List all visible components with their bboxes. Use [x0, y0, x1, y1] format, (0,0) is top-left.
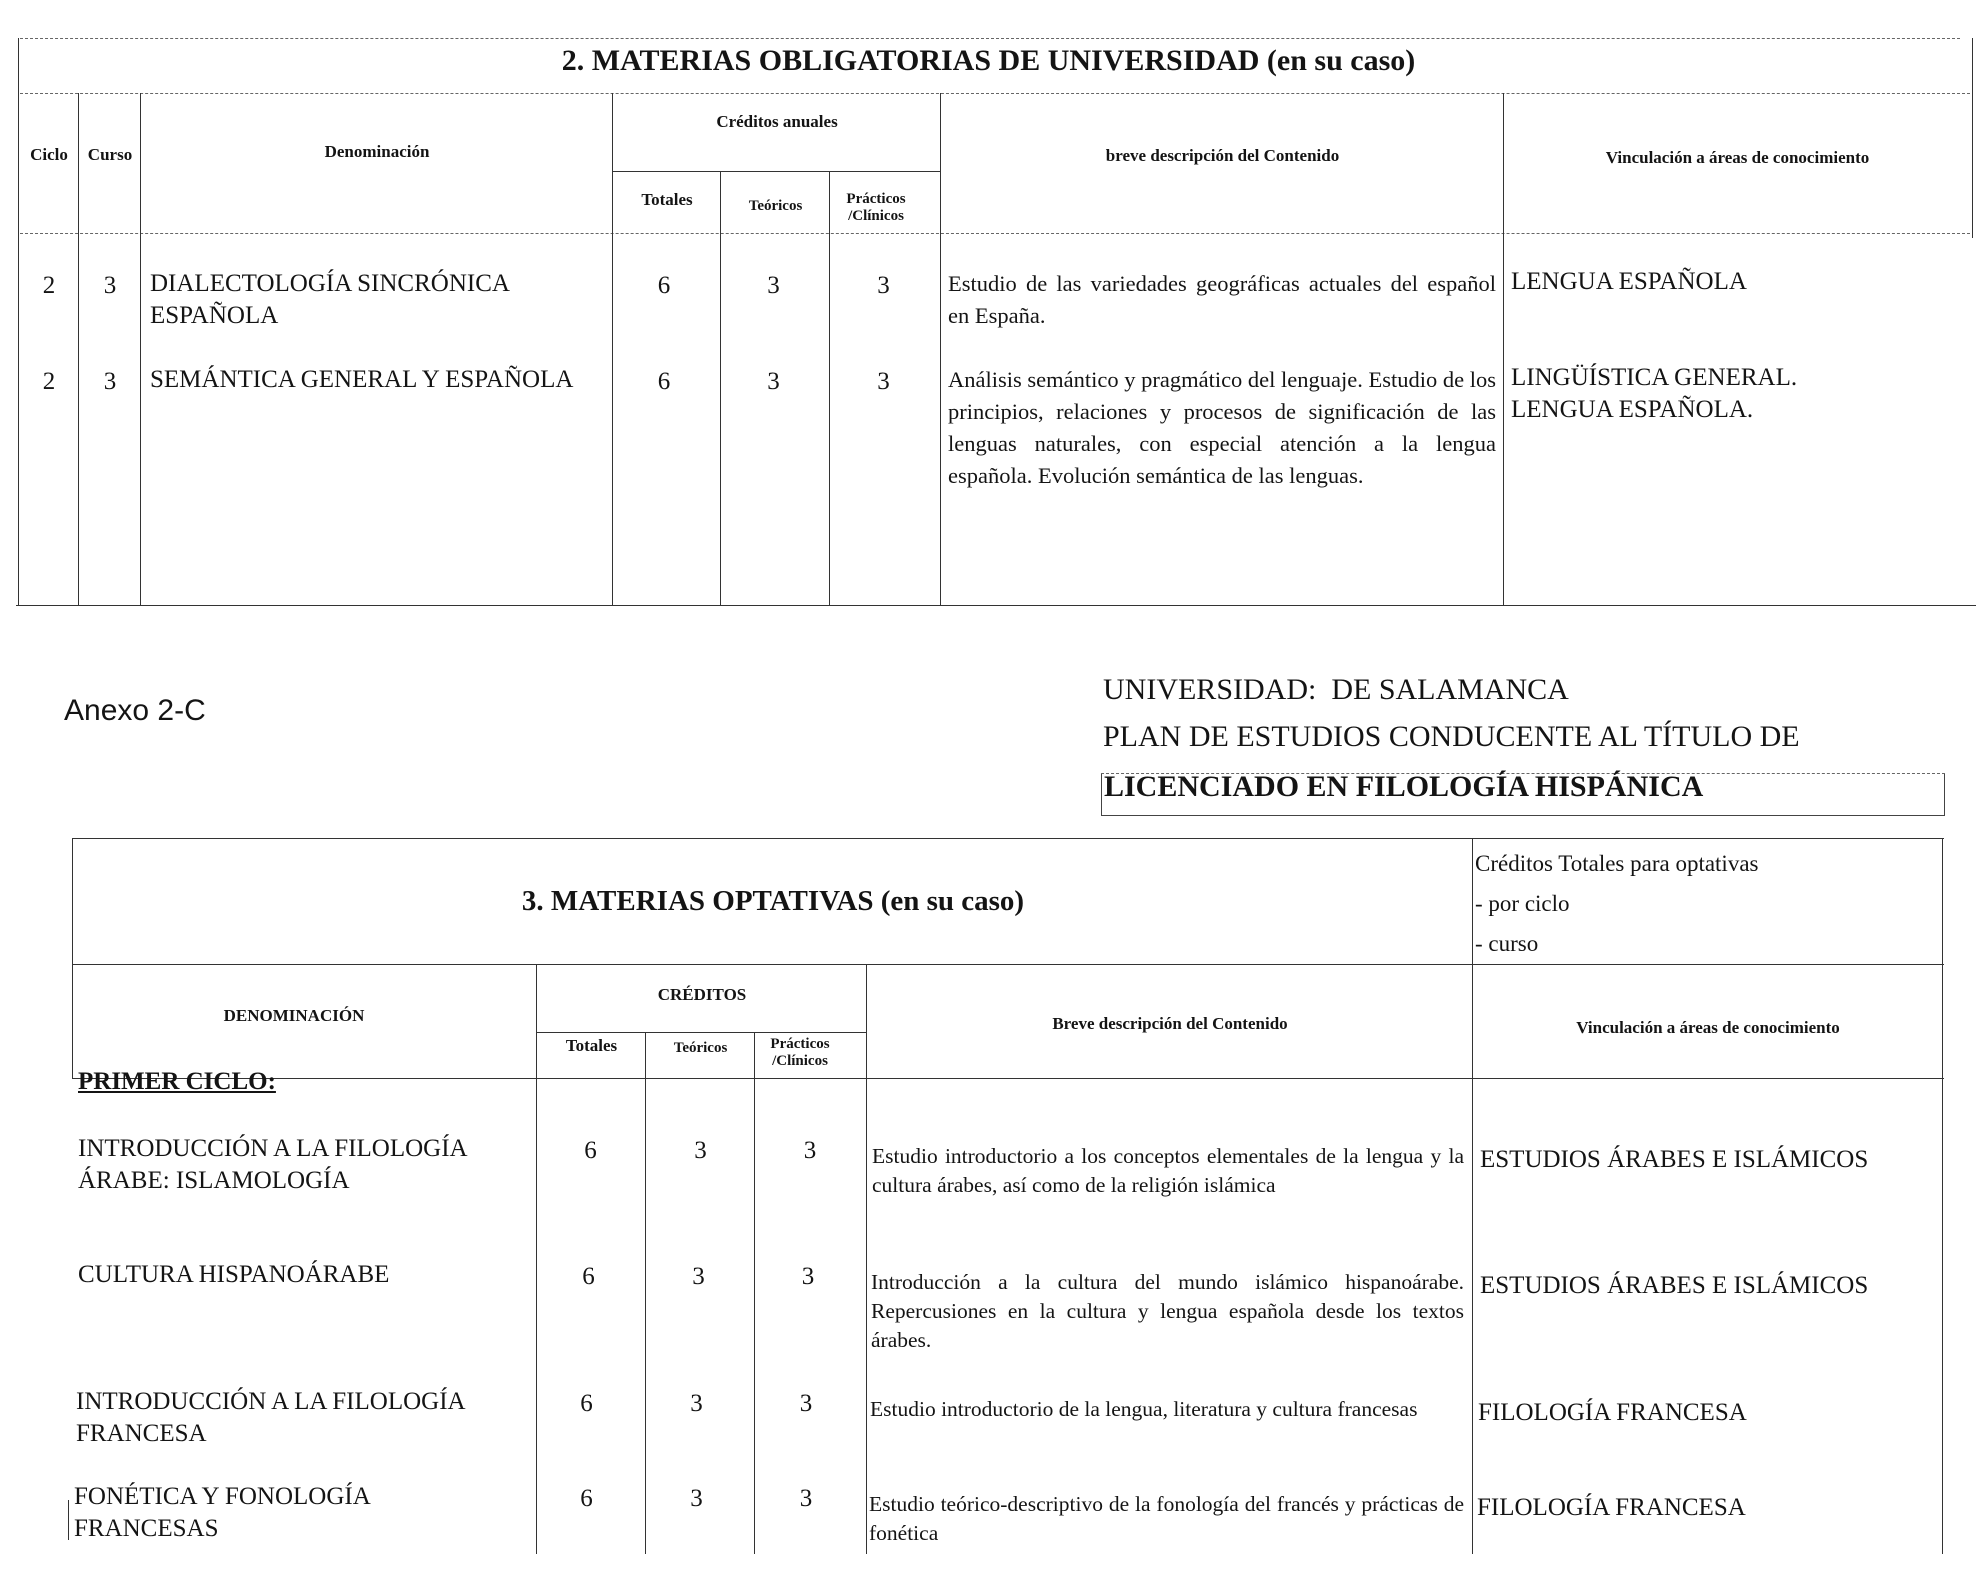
- cell-ciclo: 2: [42, 368, 56, 395]
- cell-denominacion: CULTURA HISPANOÁRABE: [78, 1261, 390, 1288]
- cell-practicos: 3: [877, 272, 890, 299]
- cell-curso: 3: [103, 272, 117, 299]
- cell-totales: 6: [580, 1485, 593, 1512]
- cell-descripcion: Estudio introductorio a los conceptos elementales de la lengua y la cultura árabes, así como de la religión islámica: [872, 1144, 1464, 1197]
- cell-descripcion: Introducción a la cultura del mundo islámico hispanoárabe. Repercusiones en la cultura y lengua española desde los textos árabes.: [871, 1270, 1464, 1352]
- header-creditos: CRÉDITOS: [657, 985, 747, 1004]
- optativas-credits-note: [1475, 844, 1758, 964]
- cell-practicos: 3: [799, 1390, 813, 1417]
- cell-practicos: 3: [799, 1485, 813, 1512]
- cell-vinculacion: LENGUA ESPAÑOLA: [1511, 268, 1747, 295]
- cell-denominacion: DIALECTOLOGÍA SINCRÓNICA ESPAÑOLA: [150, 270, 509, 329]
- cell-teoricos: 3: [690, 1390, 703, 1417]
- plan-line: PLAN DE ESTUDIOS CONDUCENTE AL TÍTULO DE: [1103, 720, 1800, 753]
- header-denominacion: DENOMINACIÓN: [223, 1006, 365, 1025]
- header-vinculacion: Vinculación a áreas de conocimiento: [1576, 1018, 1840, 1037]
- degree-title: LICENCIADO EN FILOLOGÍA HISPÁNICA: [1104, 770, 1704, 803]
- cell-denominacion: FONÉTICA Y FONOLOGÍA FRANCESAS: [74, 1483, 370, 1542]
- cell-descripcion: Estudio de las variedades geográficas actuales del español en España.: [948, 271, 1496, 328]
- cell-teoricos: 3: [690, 1485, 703, 1512]
- cell-teoricos: 3: [694, 1137, 707, 1164]
- credits-line: Créditos Totales para optativas: [1475, 851, 1759, 876]
- section2-title: 2. MATERIAS OBLIGATORIAS DE UNIVERSIDAD (en su caso): [561, 44, 1416, 77]
- cell-totales: 6: [582, 1263, 595, 1290]
- header-practicos: Prácticos /Clínicos: [846, 191, 906, 224]
- cell-totales: 6: [584, 1137, 597, 1164]
- cell-vinculacion: FILOLOGÍA FRANCESA: [1478, 1399, 1747, 1426]
- annex-label: Anexo 2-C: [64, 694, 206, 727]
- cell-teoricos: 3: [692, 1263, 705, 1290]
- header-practicos: Prácticos /Clínicos: [770, 1036, 830, 1069]
- header-curso: Curso: [87, 145, 133, 164]
- header-teoricos: Teóricos: [673, 1040, 728, 1056]
- credits-curso: - curso: [1475, 931, 1539, 956]
- cell-vinculacion: ESTUDIOS ÁRABES E ISLÁMICOS: [1480, 1146, 1869, 1173]
- header-teoricos: Teóricos: [748, 198, 803, 214]
- header-vinculacion: Vinculación a áreas de conocimiento: [1605, 148, 1870, 167]
- header-totales: Totales: [641, 190, 693, 209]
- cell-totales: 6: [580, 1390, 593, 1417]
- group-heading: PRIMER CICLO:: [78, 1068, 276, 1095]
- university-line: UNIVERSIDAD: DE SALAMANCA: [1103, 673, 1569, 706]
- cell-practicos: 3: [801, 1263, 815, 1290]
- cell-practicos: 3: [803, 1137, 817, 1164]
- credits-per-ciclo: - por ciclo: [1475, 891, 1570, 916]
- cell-vinculacion: ESTUDIOS ÁRABES E ISLÁMICOS: [1480, 1272, 1869, 1299]
- header-creditos-anuales: Créditos anuales: [716, 112, 838, 131]
- cell-totales: 6: [657, 368, 671, 395]
- cell-ciclo: 2: [42, 272, 56, 299]
- cell-teoricos: 3: [767, 368, 780, 395]
- cell-denominacion: SEMÁNTICA GENERAL Y ESPAÑOLA: [150, 366, 574, 393]
- cell-descripcion: Estudio introductorio de la lengua, literatura y cultura francesas: [870, 1397, 1418, 1421]
- cell-denominacion: INTRODUCCIÓN A LA FILOLOGÍA FRANCESA: [76, 1388, 465, 1447]
- header-descripcion: Breve descripción del Contenido: [1052, 1014, 1288, 1033]
- cell-descripcion: Análisis semántico y pragmático del lenguaje. Estudio de los principios, relaciones y procesos de significación de las lenguas naturales, con especial atención a la lengua española. Evolución semántica de las lenguas.: [948, 367, 1496, 488]
- cell-vinculacion: LINGÜÍSTICA GENERAL. LENGUA ESPAÑOLA.: [1511, 364, 1798, 423]
- section3-title: 3. MATERIAS OPTATIVAS (en su caso): [521, 885, 1025, 917]
- header-ciclo: Ciclo: [30, 145, 68, 164]
- cell-denominacion: INTRODUCCIÓN A LA FILOLOGÍA ÁRABE: ISLAMOLOGÍA: [78, 1135, 467, 1194]
- cell-practicos: 3: [877, 368, 890, 395]
- cell-totales: 6: [657, 272, 671, 299]
- cell-descripcion: Estudio teórico-descriptivo de la fonología del francés y prácticas de fonética: [869, 1492, 1464, 1545]
- cell-teoricos: 3: [767, 272, 780, 299]
- cell-curso: 3: [103, 368, 117, 395]
- header-denominacion: Denominación: [324, 142, 430, 161]
- header-totales: Totales: [565, 1036, 618, 1055]
- cell-vinculacion: FILOLOGÍA FRANCESA: [1477, 1494, 1746, 1521]
- header-descripcion: breve descripción del Contenido: [1105, 146, 1340, 165]
